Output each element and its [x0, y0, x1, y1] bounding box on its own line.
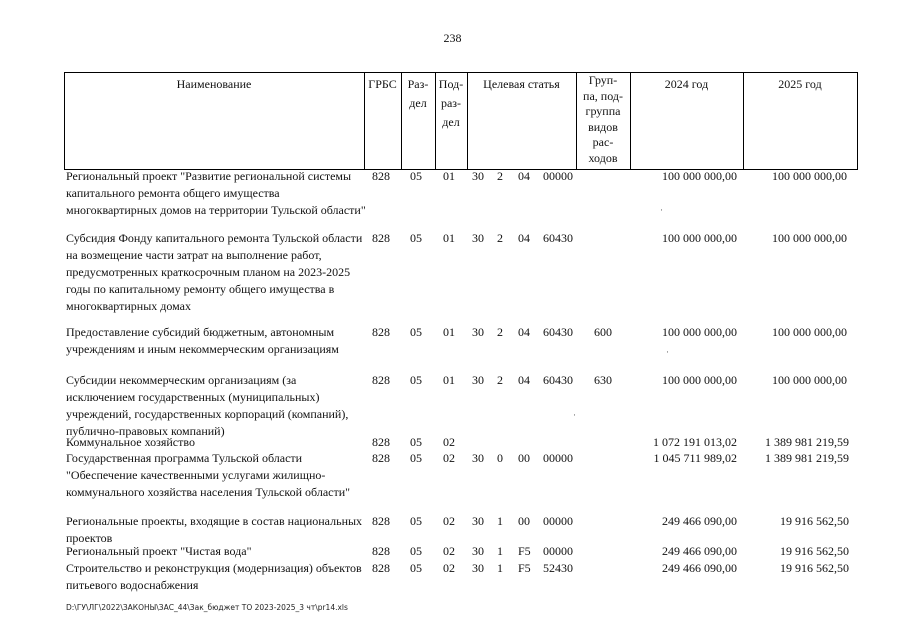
- header-2024: 2024 год: [664, 77, 709, 91]
- row-target-subprogram: 0: [497, 451, 503, 465]
- row-target-event: 04: [518, 231, 530, 245]
- row-grbs: 828: [372, 325, 390, 339]
- row-target-program: 30: [472, 373, 484, 387]
- header-grbs: ГРБС: [368, 77, 397, 91]
- row-2024: 1 045 711 989,02: [653, 451, 737, 465]
- row-podrazdel: 01: [443, 169, 455, 183]
- row-2025: 19 916 562,50: [780, 514, 849, 528]
- row-target-subprogram: 2: [497, 325, 503, 339]
- row-target-program: 30: [472, 451, 484, 465]
- row-name: Предоставление субсидий бюджетным, автономным учреждениям и иным некоммерческим организациям: [66, 325, 339, 356]
- row-target-event: F5: [518, 544, 531, 558]
- row-razdel: 05: [410, 231, 422, 245]
- row-2025: 100 000 000,00: [772, 169, 847, 183]
- row-razdel: 05: [410, 561, 422, 575]
- row-target-direction: 00000: [543, 514, 573, 528]
- row-2024: 249 466 090,00: [662, 544, 737, 558]
- row-target-program: 30: [472, 544, 484, 558]
- row-2024: 100 000 000,00: [662, 231, 737, 245]
- row-2024: 249 466 090,00: [662, 561, 737, 575]
- row-target-event: 04: [518, 373, 530, 387]
- row-grbs: 828: [372, 514, 390, 528]
- row-group: 600: [594, 325, 612, 339]
- row-podrazdel: 02: [443, 514, 455, 528]
- row-target-program: 30: [472, 514, 484, 528]
- row-2025: 1 389 981 219,59: [765, 451, 849, 465]
- header-podrazdel: Под- раз- дел: [438, 77, 464, 129]
- row-target-subprogram: 2: [497, 373, 503, 387]
- row-2025: 1 389 981 219,59: [765, 435, 849, 449]
- row-target-event: 00: [518, 514, 530, 528]
- row-podrazdel: 01: [443, 373, 455, 387]
- row-razdel: 05: [410, 544, 422, 558]
- row-razdel: 05: [410, 325, 422, 339]
- scan-speck: ·: [660, 205, 663, 215]
- row-target-event: 00: [518, 451, 530, 465]
- row-target-event: F5: [518, 561, 531, 575]
- row-name: Региональный проект "Чистая вода": [66, 544, 252, 558]
- row-2025: 100 000 000,00: [772, 325, 847, 339]
- header-name: Наименование: [176, 77, 252, 91]
- row-target-direction: 60430: [543, 325, 573, 339]
- row-podrazdel: 02: [443, 435, 455, 449]
- row-name: Субсидии некоммерческим организациям (за исключением государственных (муниципальных) учреждений, государственных корпораций (компаний), публично-правовых компаний): [66, 373, 349, 438]
- row-2025: 19 916 562,50: [780, 544, 849, 558]
- row-target-direction: 60430: [543, 231, 573, 245]
- row-target-program: 30: [472, 561, 484, 575]
- row-2024: 249 466 090,00: [662, 514, 737, 528]
- row-2024: 100 000 000,00: [662, 373, 737, 387]
- row-target-subprogram: 2: [497, 231, 503, 245]
- row-podrazdel: 02: [443, 561, 455, 575]
- header-divider: [857, 72, 858, 169]
- row-grbs: 828: [372, 435, 390, 449]
- row-podrazdel: 01: [443, 325, 455, 339]
- row-target-subprogram: 2: [497, 169, 503, 183]
- row-grbs: 828: [372, 451, 390, 465]
- page-number: 238: [443, 31, 462, 45]
- row-target-program: 30: [472, 325, 484, 339]
- row-target-subprogram: 1: [497, 561, 503, 575]
- row-target-event: 04: [518, 169, 530, 183]
- row-target-direction: 00000: [543, 451, 573, 465]
- row-grbs: 828: [372, 561, 390, 575]
- header-2025: 2025 год: [778, 77, 822, 91]
- row-podrazdel: 01: [443, 231, 455, 245]
- row-group: 630: [594, 373, 612, 387]
- row-2024: 1 072 191 013,02: [653, 435, 737, 449]
- header-group: Груп- па, под- группа видов рас- ходов: [583, 73, 623, 165]
- row-name: Государственная программа Тульской области "Обеспечение качественными услугами жилищно-коммунального хозяйства населения Тульской области": [66, 451, 351, 499]
- row-razdel: 05: [410, 451, 422, 465]
- row-razdel: 05: [410, 514, 422, 528]
- row-razdel: 05: [410, 435, 422, 449]
- scan-speck: ·: [573, 410, 576, 420]
- row-target-direction: 00000: [543, 544, 573, 558]
- row-podrazdel: 02: [443, 451, 455, 465]
- row-razdel: 05: [410, 169, 422, 183]
- row-target-event: 04: [518, 325, 530, 339]
- row-grbs: 828: [372, 169, 390, 183]
- header-target: Целевая статья: [483, 77, 560, 91]
- row-target-direction: 52430: [543, 561, 573, 575]
- row-name: Региональный проект "Развитие региональной системы капитального ремонта общего имущества многоквартирных домов на территории Тульской области": [66, 169, 366, 217]
- row-target-program: 30: [472, 231, 484, 245]
- row-target-program: 30: [472, 169, 484, 183]
- row-grbs: 828: [372, 231, 390, 245]
- row-2025: 100 000 000,00: [772, 231, 847, 245]
- row-name: Строительство и реконструкция (модернизация) объектов питьевого водоснабжения: [66, 561, 362, 592]
- row-2024: 100 000 000,00: [662, 325, 737, 339]
- row-podrazdel: 02: [443, 544, 455, 558]
- row-target-direction: 60430: [543, 373, 573, 387]
- row-2025: 100 000 000,00: [772, 373, 847, 387]
- row-name: Коммунальное хозяйство: [66, 435, 195, 449]
- row-2024: 100 000 000,00: [662, 169, 737, 183]
- row-target-subprogram: 1: [497, 544, 503, 558]
- row-2025: 19 916 562,50: [780, 561, 849, 575]
- scan-speck: ·: [666, 347, 669, 357]
- row-target-subprogram: 1: [497, 514, 503, 528]
- header-razdel: Раз- дел: [407, 77, 429, 110]
- row-target-direction: 00000: [543, 169, 573, 183]
- row-grbs: 828: [372, 544, 390, 558]
- row-grbs: 828: [372, 373, 390, 387]
- row-razdel: 05: [410, 373, 422, 387]
- footer-file-path: D:\ГУ\ЛГ\2022\ЗАКОНЫ\ЗАС_44\Зак_бюджет ТО 2023-2025_3 чт\pr14.xls: [66, 603, 348, 612]
- row-name: Субсидия Фонду капитального ремонта Тульской области на возмещение части затрат на выполнение работ, предусмотренных краткосрочным планом на 2023-2025 годы по капитальному ремонту общего имущества в многоквартирных домах: [66, 231, 363, 313]
- row-name: Региональные проекты, входящие в состав национальных проектов: [66, 514, 363, 545]
